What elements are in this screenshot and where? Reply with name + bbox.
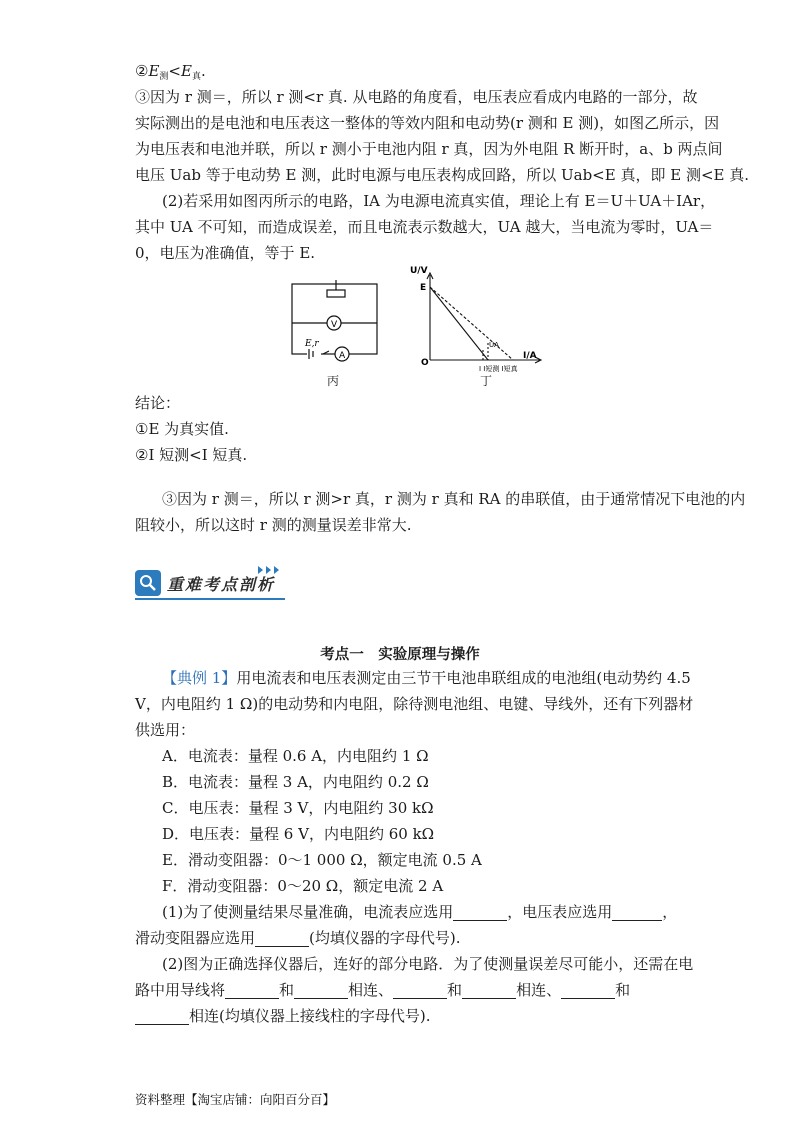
- example-line2: V，内电阻约 1 Ω)的电动势和内电阻，除待测电池组、电键、导线外，还有下列器材: [135, 695, 694, 713]
- conclusion-title: 结论：: [135, 394, 181, 412]
- answer-blank-1[interactable]: [225, 980, 279, 999]
- graph-origin: O: [421, 358, 429, 368]
- conclusion-1: ①E 为真实值.: [135, 420, 229, 438]
- graph-ding: [405, 265, 550, 375]
- banner-underline: [135, 598, 285, 600]
- answer-blank-6[interactable]: [135, 1006, 189, 1025]
- answer-blank-2[interactable]: [294, 980, 348, 999]
- question-1-line2: 滑动变阻器应选用 (均填仪器的字母代号).: [135, 929, 461, 947]
- graph-ticks: I I短测 I短真: [479, 365, 518, 373]
- para3-line4: 电压 Uab 等于电动势 E 测，此时电源与电压表构成回路，所以 Uab<E 真，即 E 测<E 真.: [135, 166, 749, 184]
- example-tag: 【典例 1】: [162, 669, 237, 687]
- battery-label: E,r: [305, 339, 319, 349]
- para3-line3: 为电压表和电池并联，所以 r 测小于电池内阻 r 真，因为外电阻 R 断开时，a、b 两点间: [135, 140, 723, 158]
- conclusion-3a: ③因为 r 测＝，所以 r 测>r 真，r 测为 r 真和 RA 的串联值，由于通常情况下电池的内: [162, 490, 746, 508]
- graph-xlabel: I/A: [523, 351, 537, 361]
- question-2-line2: 路中用导线将 和 相连、 和 相连、 和: [135, 981, 631, 999]
- para2-line3: 0，电压为准确值，等于 E.: [135, 244, 316, 262]
- para2-line2: 其中 UA 不可知，而造成误差，而且电流表示数越大，UA 越大，当电流为零时，UA＝: [135, 218, 714, 236]
- para3-line2: 实际测出的是电池和电压表这一整体的等效内阻和电动势(r 测和 E 测)，如图乙所示，因: [135, 114, 720, 132]
- option-d: D．电压表：量程 6 V，内电阻约 60 kΩ: [162, 825, 435, 843]
- example-line1: 【典例 1】用电流表和电压表测定由三节干电池串联组成的电池组(电动势约 4.5: [162, 669, 691, 687]
- ammeter-label: A: [339, 351, 346, 361]
- section-title: 考点一 实验原理与操作: [320, 647, 480, 663]
- banner-text: 重难考点剖析: [167, 575, 276, 594]
- footer-text: 资料整理【淘宝店铺：向阳百分百】: [135, 1092, 336, 1107]
- voltmeter-label: V: [331, 320, 338, 330]
- option-a: A．电流表：量程 0.6 A，内电阻约 1 Ω: [162, 747, 429, 765]
- answer-blank-3[interactable]: [393, 980, 447, 999]
- arrows-icon: [258, 566, 284, 574]
- question-2-line3: 相连(均填仪器上接线柱的字母代号).: [135, 1003, 667, 1029]
- example-line3: 供选用：: [135, 721, 196, 739]
- magnifier-icon: [135, 570, 161, 596]
- answer-blank-rheostat[interactable]: [255, 928, 309, 947]
- conclusion-3b: 阻较小，所以这时 r 测的测量误差非常大.: [135, 516, 412, 534]
- answer-blank-5[interactable]: [561, 980, 615, 999]
- question-1-line1: (1)为了使测量结果尽量准确，电流表应选用 ，电压表应选用 ，: [162, 903, 678, 921]
- answer-blank-voltmeter[interactable]: [612, 902, 662, 921]
- conclusion-2: ②I 短测<I 短真.: [135, 446, 248, 464]
- option-f: F．滑动变阻器：0～20 Ω，额定电流 2 A: [162, 877, 444, 895]
- answer-blank-ammeter[interactable]: [453, 902, 507, 921]
- caption-bing: 丙: [327, 374, 340, 388]
- graph-e-label: E: [420, 283, 427, 293]
- circuit-diagram-bing: [285, 278, 385, 368]
- question-2-line1: (2)图为正确选择仪器后，连好的部分电路．为了使测量误差尽可能小，还需在电: [162, 955, 694, 973]
- option-b: B．电流表：量程 3 A，内电阻约 0.2 Ω: [162, 773, 429, 791]
- option-c: C．电压表：量程 3 V，内电阻约 30 kΩ: [162, 799, 434, 817]
- graph-ylabel: U/V: [410, 266, 428, 276]
- para3-line1: ③因为 r 测＝，所以 r 测<r 真. 从电路的角度看，电压表应看成内电路的一部分，故: [135, 88, 698, 106]
- graph-ua-label: UA: [489, 341, 499, 349]
- answer-blank-4[interactable]: [462, 980, 516, 999]
- line-e-compare: $②E_测<E_真$.: [135, 62, 206, 82]
- caption-ding: 丁: [480, 374, 493, 388]
- option-e: E．滑动变阻器：0～1 000 Ω，额定电流 0.5 A: [162, 851, 482, 869]
- para2-line1: (2)若采用如图丙所示的电路，IA 为电源电流真实值，理论上有 E＝U＋UA＋IAr，: [162, 192, 716, 210]
